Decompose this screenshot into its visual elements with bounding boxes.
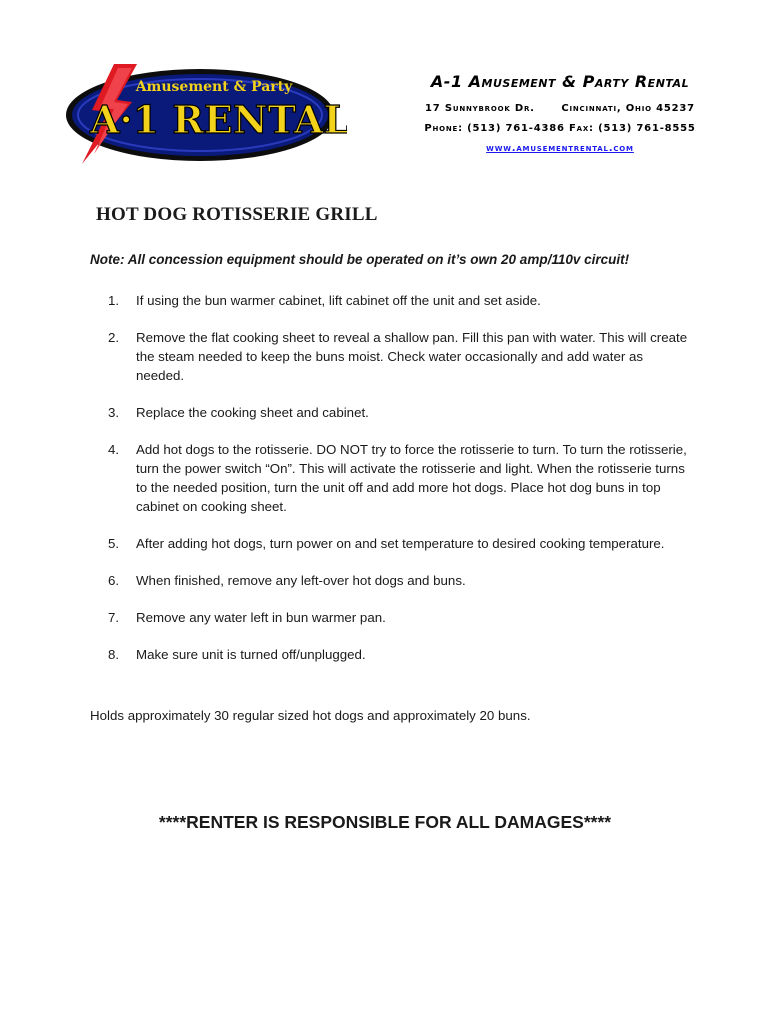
instruction-step: [108, 440, 688, 516]
company-header: [410, 72, 710, 154]
step-number: 1.: [108, 293, 120, 308]
instruction-step: [108, 571, 688, 590]
step-text: Remove the flat cooking sheet to reveal a shallow pan. Fill this pan with water. This will create the steam needed to keep the buns moist. Check water occasionally and add water as needed.: [136, 330, 688, 383]
step-number: 5.: [108, 536, 120, 551]
instruction-step: [108, 328, 688, 385]
step-number: 4.: [108, 442, 120, 457]
company-phone-fax: Phone: (513) 761-4386 Fax: (513) 761-8555: [424, 123, 696, 134]
document-title: HOT DOG ROTISSERIE GRILL: [96, 204, 378, 225]
instruction-step: [108, 534, 688, 553]
step-text: If using the bun warmer cabinet, lift cabinet off the unit and set aside.: [136, 293, 541, 308]
logo-graphic: [62, 58, 347, 168]
step-text: Add hot dogs to the rotisserie. DO NOT try to force the rotisserie to turn. To turn the rotisserie, turn the power switch “On”. This will activate the rotisserie and light. When the rotisserie turns to the needed position, turn the unit off and add more hot dogs. Place hot dog buns in top cabinet on cooking sheet.: [136, 442, 687, 514]
instruction-step: [108, 291, 688, 310]
step-text: After adding hot dogs, turn power on and set temperature to desired cooking temperature.: [136, 536, 665, 551]
logo-brand: A·1 RENTAL: [89, 97, 347, 142]
step-text: Replace the cooking sheet and cabinet.: [136, 405, 369, 420]
step-number: 7.: [108, 610, 120, 625]
step-text: When finished, remove any left-over hot dogs and buns.: [136, 573, 466, 588]
step-number: 6.: [108, 573, 120, 588]
circuit-note: Note: All concession equipment should be operated on it’s own 20 amp/110v circuit!: [90, 252, 630, 267]
logo-tagline: Amusement & Party: [135, 79, 293, 95]
instruction-step: [108, 645, 688, 664]
step-text: Make sure unit is turned off/unplugged.: [136, 647, 366, 662]
company-address: [410, 103, 710, 114]
step-text: Remove any water left in bun warmer pan.: [136, 610, 386, 625]
step-number: 3.: [108, 405, 120, 420]
company-name: A-1 Amusement & Party Rental: [430, 72, 690, 91]
company-logo: [62, 58, 347, 168]
step-number: 2.: [108, 330, 120, 345]
step-number: 8.: [108, 647, 120, 662]
instruction-step: [108, 403, 688, 422]
company-website-link[interactable]: www.amusementrental.com: [486, 143, 634, 154]
address-city: Cincinnati, Ohio 45237: [561, 103, 695, 114]
damage-warning: ****RENTER IS RESPONSIBLE FOR ALL DAMAGES****: [158, 812, 612, 832]
address-street: 17 Sunnybrook Dr.: [425, 103, 535, 114]
instruction-list: [108, 291, 688, 682]
capacity-text: Holds approximately 30 regular sized hot dogs and approximately 20 buns.: [90, 708, 531, 723]
instruction-step: [108, 608, 688, 627]
